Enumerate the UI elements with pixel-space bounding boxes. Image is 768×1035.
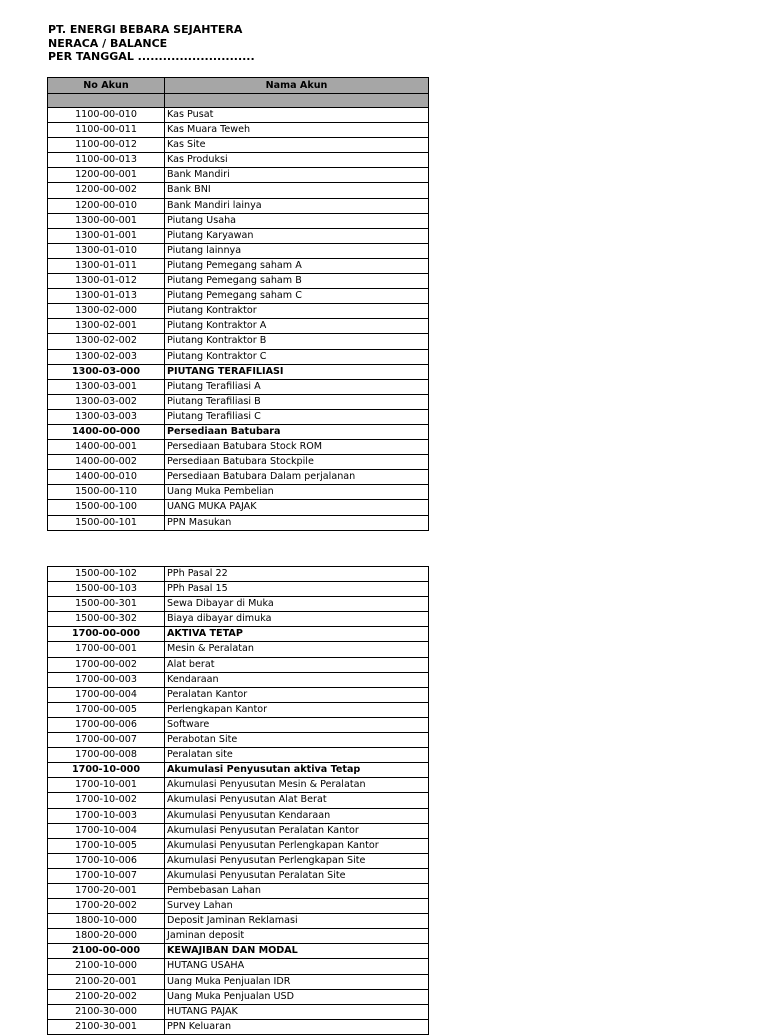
account-name: Akumulasi Penyusutan Mesin & Peralatan <box>165 778 429 793</box>
account-code: 1500-00-301 <box>48 597 165 612</box>
account-code: 1700-00-002 <box>48 657 165 672</box>
account-name: Piutang Terafiliasi A <box>165 379 429 394</box>
table-row <box>48 914 429 929</box>
table-row <box>48 440 429 455</box>
account-name: HUTANG USAHA <box>165 959 429 974</box>
account-code: 1700-00-003 <box>48 672 165 687</box>
table-row <box>48 793 429 808</box>
account-name: Sewa Dibayar di Muka <box>165 597 429 612</box>
account-code: 1100-00-013 <box>48 153 165 168</box>
table-row <box>48 823 429 838</box>
table-row <box>48 1019 429 1034</box>
account-name: Bank Mandiri lainya <box>165 198 429 213</box>
report-date-line: PER TANGGAL ............................ <box>48 50 255 63</box>
table-row <box>48 470 429 485</box>
account-name: Bank BNI <box>165 183 429 198</box>
account-code: 1700-00-004 <box>48 687 165 702</box>
account-code: 1700-10-001 <box>48 778 165 793</box>
account-code: 1300-01-001 <box>48 228 165 243</box>
table-row <box>48 289 429 304</box>
account-name: Akumulasi Penyusutan Peralatan Site <box>165 868 429 883</box>
account-name: Piutang Terafiliasi C <box>165 409 429 424</box>
account-name: AKTIVA TETAP <box>165 627 429 642</box>
account-name: PPh Pasal 22 <box>165 567 429 582</box>
account-name: Biaya dibayar dimuka <box>165 612 429 627</box>
table-row <box>48 868 429 883</box>
account-code: 1700-10-000 <box>48 763 165 778</box>
account-code: 2100-30-001 <box>48 1019 165 1034</box>
accounts-body-1 <box>48 108 429 531</box>
account-name: Piutang Kontraktor <box>165 304 429 319</box>
account-name: Peralatan site <box>165 748 429 763</box>
table-row <box>48 394 429 409</box>
account-code: 1500-00-101 <box>48 515 165 530</box>
account-code: 1500-00-100 <box>48 500 165 515</box>
table-row <box>48 974 429 989</box>
account-name: Perlengkapan Kantor <box>165 702 429 717</box>
account-name: Kas Site <box>165 138 429 153</box>
account-name: Uang Muka Penjualan IDR <box>165 974 429 989</box>
company-name: PT. ENERGI BEBARA SEJAHTERA <box>48 23 243 36</box>
account-code: 1500-00-110 <box>48 485 165 500</box>
account-code: 1100-00-012 <box>48 138 165 153</box>
table-row <box>48 672 429 687</box>
table-row <box>48 853 429 868</box>
account-name: HUTANG PAJAK <box>165 1004 429 1019</box>
account-code: 1700-10-002 <box>48 793 165 808</box>
account-code: 1300-02-001 <box>48 319 165 334</box>
account-code: 1300-01-011 <box>48 258 165 273</box>
table-row <box>48 424 429 439</box>
account-code: 1700-00-001 <box>48 642 165 657</box>
account-name: Akumulasi Penyusutan Peralatan Kantor <box>165 823 429 838</box>
account-code: 1300-02-003 <box>48 349 165 364</box>
report-title: NERACA / BALANCE <box>48 36 168 50</box>
account-name: Piutang Pemegang saham B <box>165 274 429 289</box>
table-row <box>48 657 429 672</box>
account-code: 1700-10-005 <box>48 838 165 853</box>
table-row <box>48 838 429 853</box>
account-code: 1300-00-001 <box>48 213 165 228</box>
account-name: Piutang Kontraktor B <box>165 334 429 349</box>
account-code: 1700-00-000 <box>48 627 165 642</box>
table-row <box>48 567 429 582</box>
table-row <box>48 183 429 198</box>
account-name: Piutang Pemegang saham A <box>165 258 429 273</box>
account-name: Persediaan Batubara Stock ROM <box>165 440 429 455</box>
account-code: 2100-30-000 <box>48 1004 165 1019</box>
accounts-body-2 <box>48 567 429 1035</box>
table-row <box>48 409 429 424</box>
table-row <box>48 959 429 974</box>
table-row <box>48 515 429 530</box>
account-name: PPN Keluaran <box>165 1019 429 1034</box>
table-row <box>48 168 429 183</box>
account-name: Kas Muara Teweh <box>165 123 429 138</box>
table-row <box>48 108 429 123</box>
account-code: 1700-00-006 <box>48 717 165 732</box>
account-name: Kas Pusat <box>165 108 429 123</box>
account-name: Piutang Karyawan <box>165 228 429 243</box>
account-name: KEWAJIBAN DAN MODAL <box>165 944 429 959</box>
table-row <box>48 899 429 914</box>
table-row <box>48 612 429 627</box>
account-code: 1800-20-000 <box>48 929 165 944</box>
table-row <box>48 500 429 515</box>
account-name: Akumulasi Penyusutan Perlengkapan Kantor <box>165 838 429 853</box>
account-code: 2100-20-001 <box>48 974 165 989</box>
account-name: PPh Pasal 15 <box>165 582 429 597</box>
table-row <box>48 642 429 657</box>
table-row <box>48 364 429 379</box>
account-code: 1300-01-012 <box>48 274 165 289</box>
account-code: 1700-00-007 <box>48 733 165 748</box>
table-row <box>48 582 429 597</box>
document-header <box>48 23 255 64</box>
account-name: UANG MUKA PAJAK <box>165 500 429 515</box>
account-code: 1300-03-003 <box>48 409 165 424</box>
account-code: 1300-01-010 <box>48 243 165 258</box>
account-code: 2100-00-000 <box>48 944 165 959</box>
account-code: 1700-10-003 <box>48 808 165 823</box>
account-code: 1300-02-000 <box>48 304 165 319</box>
account-code: 1300-03-002 <box>48 394 165 409</box>
table-row <box>48 304 429 319</box>
table-row <box>48 808 429 823</box>
account-name: Mesin & Peralatan <box>165 642 429 657</box>
account-name: Kas Produksi <box>165 153 429 168</box>
account-code: 1700-20-001 <box>48 883 165 898</box>
account-code: 1300-02-002 <box>48 334 165 349</box>
table-row <box>48 243 429 258</box>
account-code: 1200-00-001 <box>48 168 165 183</box>
account-code: 1700-00-008 <box>48 748 165 763</box>
table-row <box>48 138 429 153</box>
account-code: 1400-00-002 <box>48 455 165 470</box>
table-row <box>48 733 429 748</box>
table-row <box>48 228 429 243</box>
account-code: 1700-10-007 <box>48 868 165 883</box>
account-code: 1100-00-010 <box>48 108 165 123</box>
table-row <box>48 883 429 898</box>
account-code: 1700-00-005 <box>48 702 165 717</box>
account-code: 1300-03-000 <box>48 364 165 379</box>
account-name: Persediaan Batubara Stockpile <box>165 455 429 470</box>
account-code: 1400-00-010 <box>48 470 165 485</box>
table-row <box>48 929 429 944</box>
account-name: Piutang Pemegang saham C <box>165 289 429 304</box>
table-row <box>48 274 429 289</box>
table-row <box>48 597 429 612</box>
account-name: Piutang Usaha <box>165 213 429 228</box>
table-row <box>48 455 429 470</box>
account-code: 1500-00-302 <box>48 612 165 627</box>
table-row <box>48 778 429 793</box>
account-name: Persediaan Batubara <box>165 424 429 439</box>
accounts-table-1 <box>47 77 429 531</box>
table-row <box>48 349 429 364</box>
table-row <box>48 763 429 778</box>
account-name: Uang Muka Pembelian <box>165 485 429 500</box>
account-code: 1800-10-000 <box>48 914 165 929</box>
account-code: 1400-00-001 <box>48 440 165 455</box>
account-code: 1700-20-002 <box>48 899 165 914</box>
account-code: 1300-01-013 <box>48 289 165 304</box>
account-name: Jaminan deposit <box>165 929 429 944</box>
column-header-code: No Akun <box>48 78 165 94</box>
table-row <box>48 1004 429 1019</box>
table-row <box>48 748 429 763</box>
account-name: Bank Mandiri <box>165 168 429 183</box>
account-name: Software <box>165 717 429 732</box>
account-code: 1100-00-011 <box>48 123 165 138</box>
table-row <box>48 153 429 168</box>
account-name: Piutang Terafiliasi B <box>165 394 429 409</box>
accounts-table-2 <box>47 566 429 1035</box>
account-code: 1500-00-102 <box>48 567 165 582</box>
table-row <box>48 319 429 334</box>
account-name: Persediaan Batubara Dalam perjalanan <box>165 470 429 485</box>
table-row <box>48 123 429 138</box>
table-row <box>48 198 429 213</box>
table-row <box>48 334 429 349</box>
table-row <box>48 485 429 500</box>
account-name: Alat berat <box>165 657 429 672</box>
account-code: 1400-00-000 <box>48 424 165 439</box>
account-name: Peralatan Kantor <box>165 687 429 702</box>
account-name: Akumulasi Penyusutan aktiva Tetap <box>165 763 429 778</box>
table-row <box>48 627 429 642</box>
account-name: Survey Lahan <box>165 899 429 914</box>
account-code: 1200-00-010 <box>48 198 165 213</box>
account-code: 1700-10-006 <box>48 853 165 868</box>
account-code: 2100-20-002 <box>48 989 165 1004</box>
table-row <box>48 213 429 228</box>
table-row <box>48 702 429 717</box>
table-row <box>48 989 429 1004</box>
account-name: Kendaraan <box>165 672 429 687</box>
account-name: Deposit Jaminan Reklamasi <box>165 914 429 929</box>
account-name: PPN Masukan <box>165 515 429 530</box>
table-row <box>48 379 429 394</box>
account-name: Piutang Kontraktor A <box>165 319 429 334</box>
account-name: Uang Muka Penjualan USD <box>165 989 429 1004</box>
account-name: Piutang lainnya <box>165 243 429 258</box>
table-row <box>48 944 429 959</box>
account-code: 2100-10-000 <box>48 959 165 974</box>
header-spacer-row <box>48 94 429 108</box>
account-name: Akumulasi Penyusutan Alat Berat <box>165 793 429 808</box>
account-code: 1200-00-002 <box>48 183 165 198</box>
account-name: Piutang Kontraktor C <box>165 349 429 364</box>
account-name: Perabotan Site <box>165 733 429 748</box>
account-name: Pembebasan Lahan <box>165 883 429 898</box>
table-row <box>48 687 429 702</box>
account-code: 1300-03-001 <box>48 379 165 394</box>
account-code: 1700-10-004 <box>48 823 165 838</box>
account-name: Akumulasi Penyusutan Kendaraan <box>165 808 429 823</box>
column-header-name: Nama Akun <box>165 78 429 94</box>
table-row <box>48 717 429 732</box>
table-row <box>48 258 429 273</box>
table-header-row <box>48 78 429 94</box>
account-name: Akumulasi Penyusutan Perlengkapan Site <box>165 853 429 868</box>
account-name: PIUTANG TERAFILIASI <box>165 364 429 379</box>
account-code: 1500-00-103 <box>48 582 165 597</box>
